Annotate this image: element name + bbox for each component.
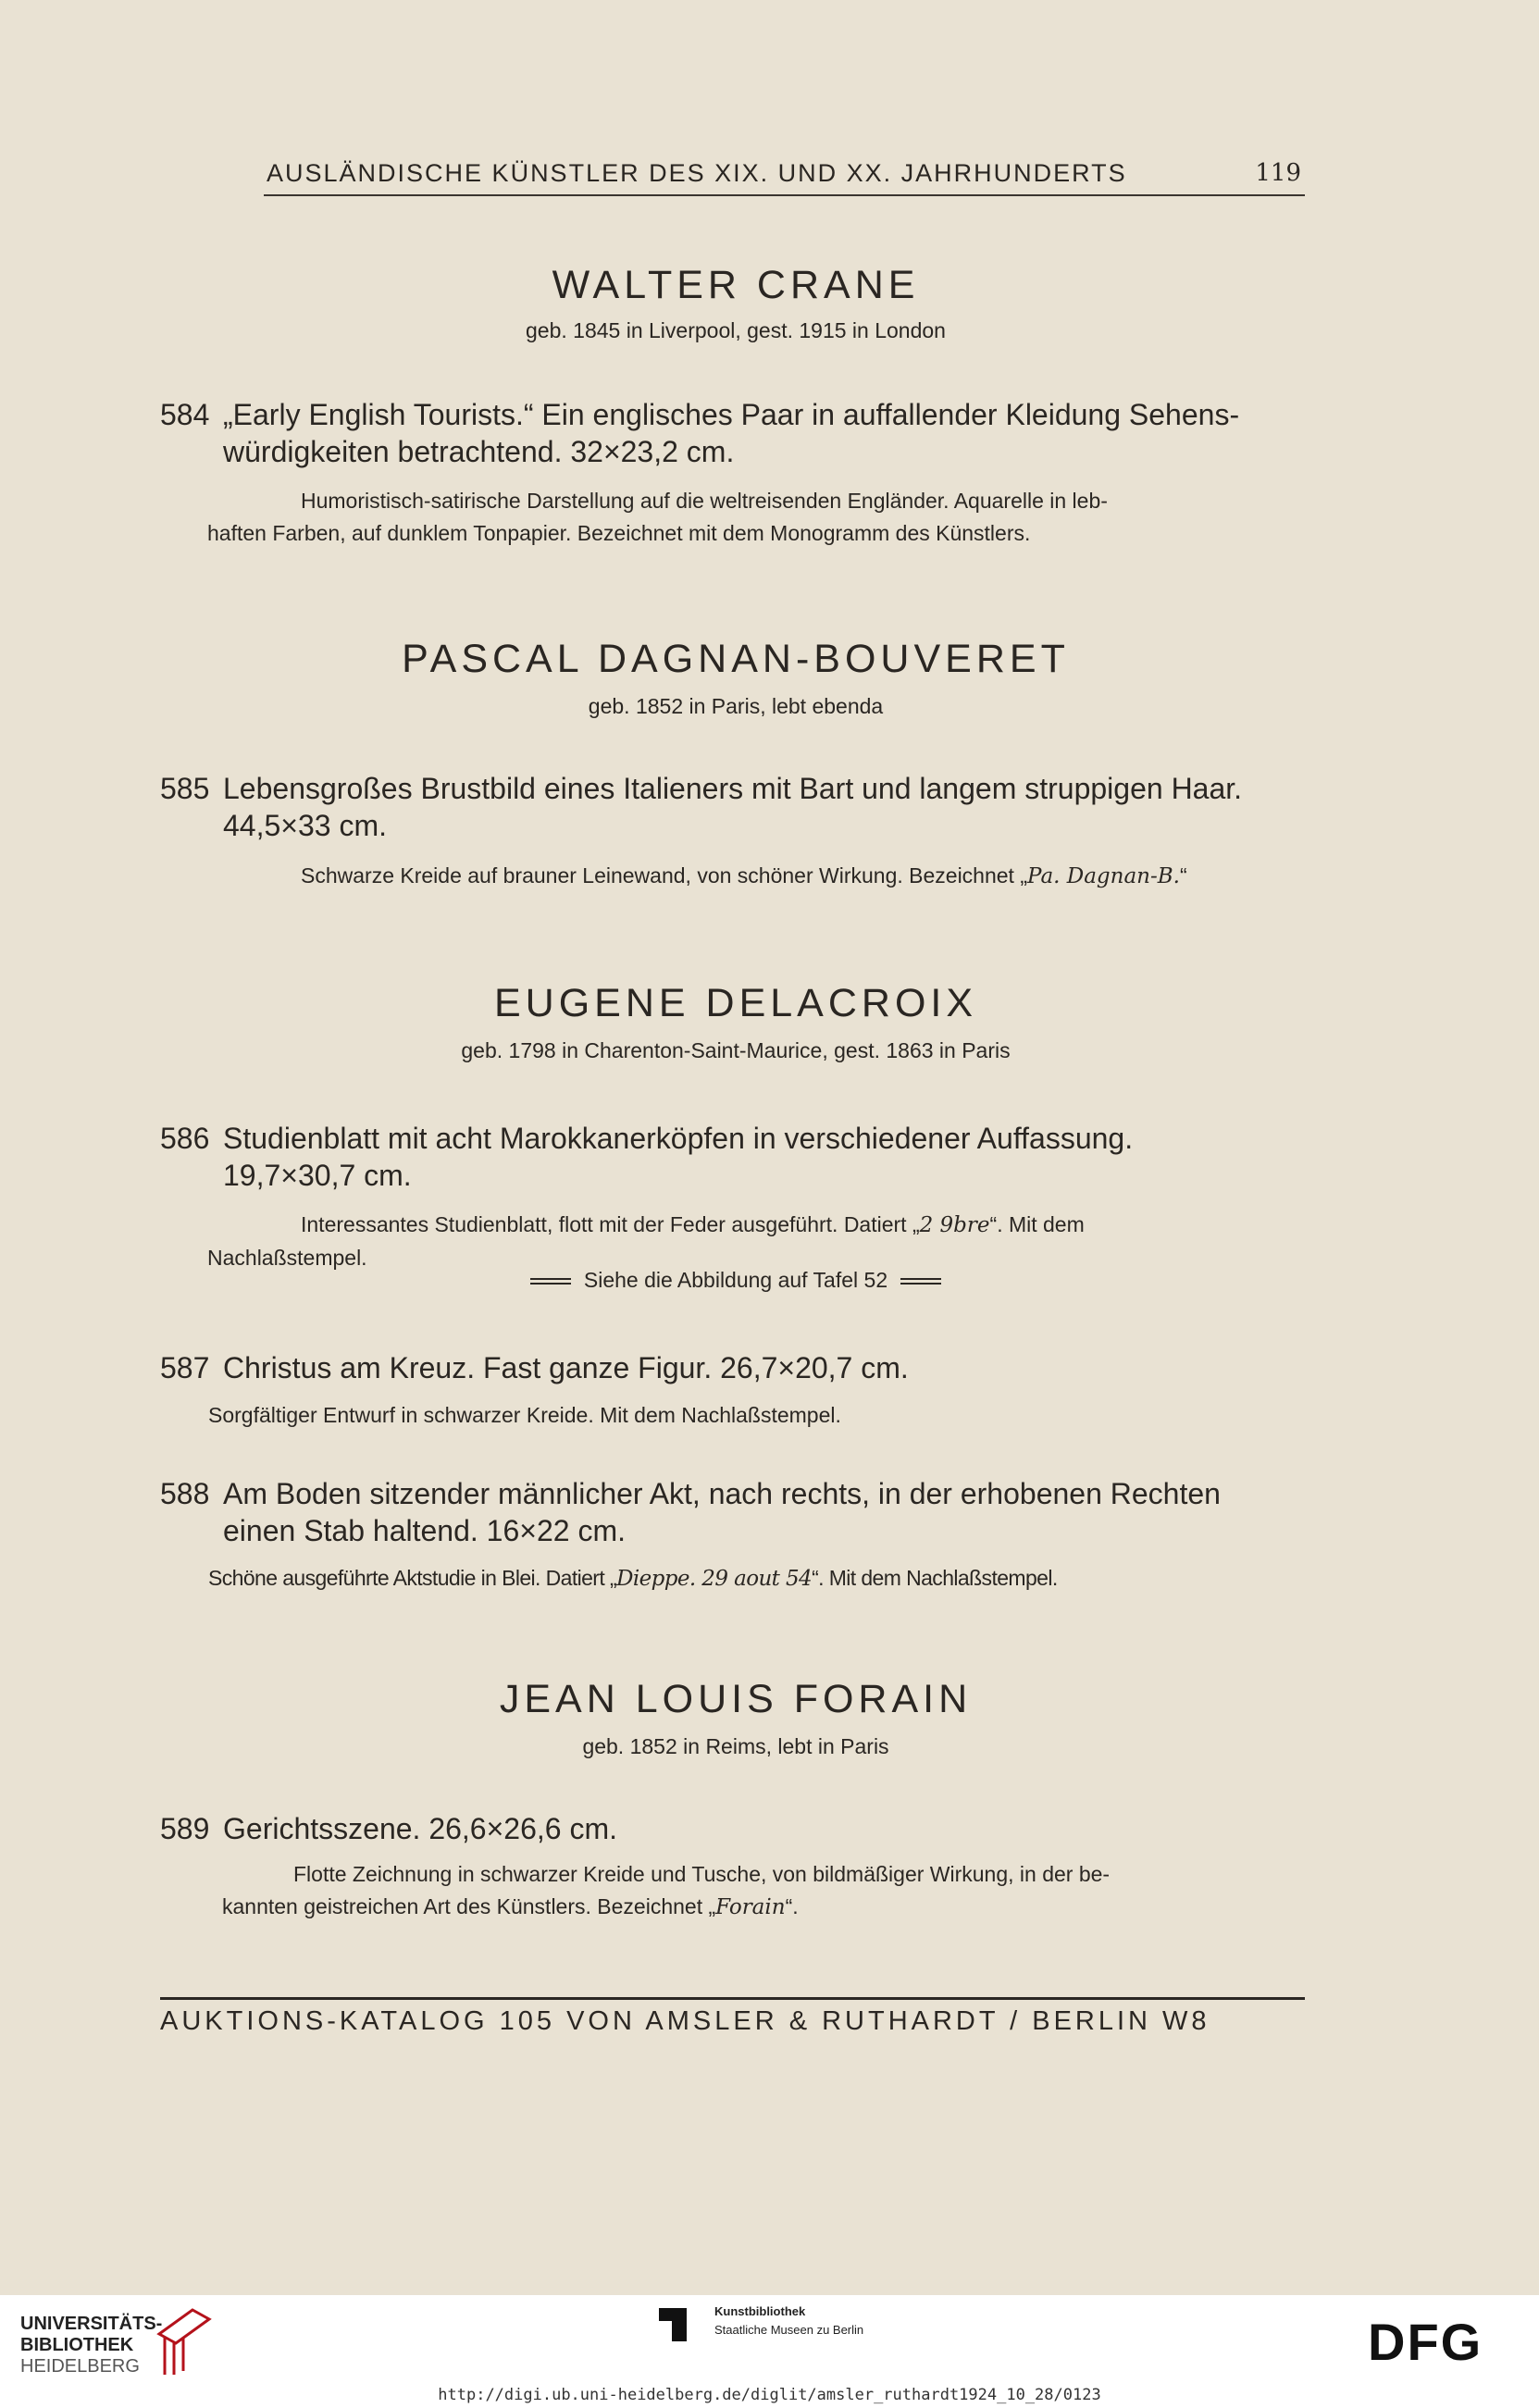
- lot-description: [208, 1209, 1303, 1274]
- lot-title-line: Studienblatt mit acht Marokkanerköpfen in verschiedener Auffassung.: [223, 1122, 1134, 1155]
- lot-number: 589: [160, 1812, 210, 1845]
- ub-heidelberg-mark-icon: [155, 2306, 213, 2378]
- signature-text: Pa. Dagnan-B.: [1027, 864, 1180, 888]
- artist-heading: JEAN LOUIS FORAIN: [499, 1677, 973, 1721]
- lot-number: 587: [160, 1351, 210, 1384]
- lot-description-line: Flotte Zeichnung in schwarzer Kreide und Tusche, von bildmäßiger Wirkung, in der be-: [293, 1862, 1111, 1886]
- permalink-url[interactable]: http://digi.ub.uni-heidelberg.de/diglit/amsler_ruthardt1924_10_28/0123: [0, 2386, 1539, 2408]
- lot-title-line: Gerichtsszene. 26,6×26,6 cm.: [223, 1812, 617, 1845]
- lot-description-line: Schöne ausgeführte Aktstudie in Blei. Datiert „Dieppe. 29 aout 54“. Mit dem Nachlaßstempel.: [208, 1566, 1058, 1591]
- lot-description: [208, 860, 1303, 893]
- lot-description: [208, 1858, 1303, 1924]
- artist-heading: PASCAL DAGNAN-BOUVERET: [402, 637, 1070, 681]
- artist-heading: EUGENE DELACROIX: [493, 981, 978, 1025]
- dfg-logo[interactable]: DFG: [1368, 2313, 1483, 2371]
- lot-entry: [160, 1475, 1303, 1549]
- ub-heidelberg-logo[interactable]: UNIVERSITÄTS- BIBLIOTHEK HEIDELBERG: [20, 2314, 163, 2377]
- lot-title-line: Christus am Kreuz. Fast ganze Figur. 26,7×20,7 cm.: [223, 1351, 909, 1384]
- lot-title-line: einen Stab haltend. 16×22 cm.: [223, 1514, 626, 1547]
- lot-title-line: 19,7×30,7 cm.: [223, 1159, 412, 1192]
- lot-number: 588: [160, 1477, 210, 1510]
- lot-entry: [160, 1810, 1303, 1847]
- date-inscription: 2 9bre: [919, 1213, 990, 1237]
- lot-description-line: haften Farben, auf dunklem Tonpapier. Bezeichnet mit dem Monogramm des Künstlers.: [207, 521, 1031, 545]
- plate-reference: [0, 1268, 1471, 1293]
- catalog-footer: AUKTIONS-KATALOG 105 VON AMSLER & RUTHARDT / BERLIN W8: [160, 2006, 1210, 2036]
- lot-number: 585: [160, 772, 210, 805]
- lot-entry: [160, 770, 1303, 844]
- signature-text: Forain: [715, 1895, 786, 1919]
- lot-title-line: 44,5×33 cm.: [223, 809, 387, 842]
- lot-description-line: Schwarze Kreide auf brauner Leinewand, von schöner Wirkung. Bezeichnet „Pa. Dagnan-B.“: [301, 863, 1187, 888]
- artist-life-dates: geb. 1852 in Paris, lebt ebenda: [588, 694, 884, 718]
- lot-description-line: Nachlaßstempel.: [207, 1246, 367, 1270]
- lot-description-line: Interessantes Studienblatt, flott mit der Feder ausgeführt. Datiert „2 9bre“. Mit dem: [301, 1212, 1085, 1237]
- kunstbibliothek-logo-icon: [659, 2308, 687, 2341]
- lot-description: [208, 485, 1303, 550]
- plate-reference-text: Siehe die Abbildung auf Tafel 52: [583, 1268, 888, 1292]
- lot-entry: [160, 1120, 1303, 1194]
- kunstbibliothek-logo[interactable]: Kunstbibliothek Staatliche Museen zu Berlin: [714, 2304, 864, 2337]
- artist-life-dates: geb. 1852 in Reims, lebt in Paris: [582, 1734, 889, 1758]
- lot-title-line: Am Boden sitzender männlicher Akt, nach rechts, in der erhobenen Rechten: [223, 1477, 1221, 1510]
- lot-entry: [160, 396, 1303, 470]
- lot-number: 586: [160, 1122, 210, 1155]
- lot-title-line: Lebensgroßes Brustbild eines Italieners mit Bart und langem struppigen Haar.: [223, 772, 1243, 805]
- lot-description-line: Humoristisch-satirische Darstellung auf die weltreisenden Engländer. Aquarelle in leb-: [301, 489, 1108, 513]
- date-inscription: Dieppe. 29 aout 54: [616, 1567, 813, 1591]
- artist-heading: WALTER CRANE: [552, 263, 920, 307]
- lot-entry: [160, 1349, 1303, 1386]
- double-rule: [530, 1278, 571, 1285]
- lot-title-line: würdigkeiten betrachtend. 32×23,2 cm.: [223, 435, 735, 468]
- footer-rule: [160, 1997, 1305, 2000]
- artist-life-dates: geb. 1798 in Charenton-Saint-Maurice, gest. 1863 in Paris: [461, 1038, 1011, 1062]
- running-header: [264, 154, 1305, 196]
- artist-life-dates: geb. 1845 in Liverpool, gest. 1915 in London: [526, 318, 946, 342]
- lot-title-line: „Early English Tourists.“ Ein englisches Paar in auffallender Kleidung Sehens-: [223, 398, 1240, 431]
- double-rule: [900, 1278, 941, 1285]
- digitization-banner: [0, 2295, 1539, 2386]
- page-number: 119: [1255, 159, 1301, 187]
- lot-description: [208, 1562, 1303, 1595]
- lot-description: [208, 1399, 1303, 1432]
- lot-description-line: Sorgfältiger Entwurf in schwarzer Kreide. Mit dem Nachlaßstempel.: [208, 1403, 841, 1427]
- lot-number: 584: [160, 398, 210, 431]
- running-header-title: AUSLÄNDISCHE KÜNSTLER DES XIX. UND XX. JAHRHUNDERTS: [267, 159, 1127, 187]
- lot-description-line: kannten geistreichen Art des Künstlers. Bezeichnet „Forain“.: [222, 1894, 799, 1919]
